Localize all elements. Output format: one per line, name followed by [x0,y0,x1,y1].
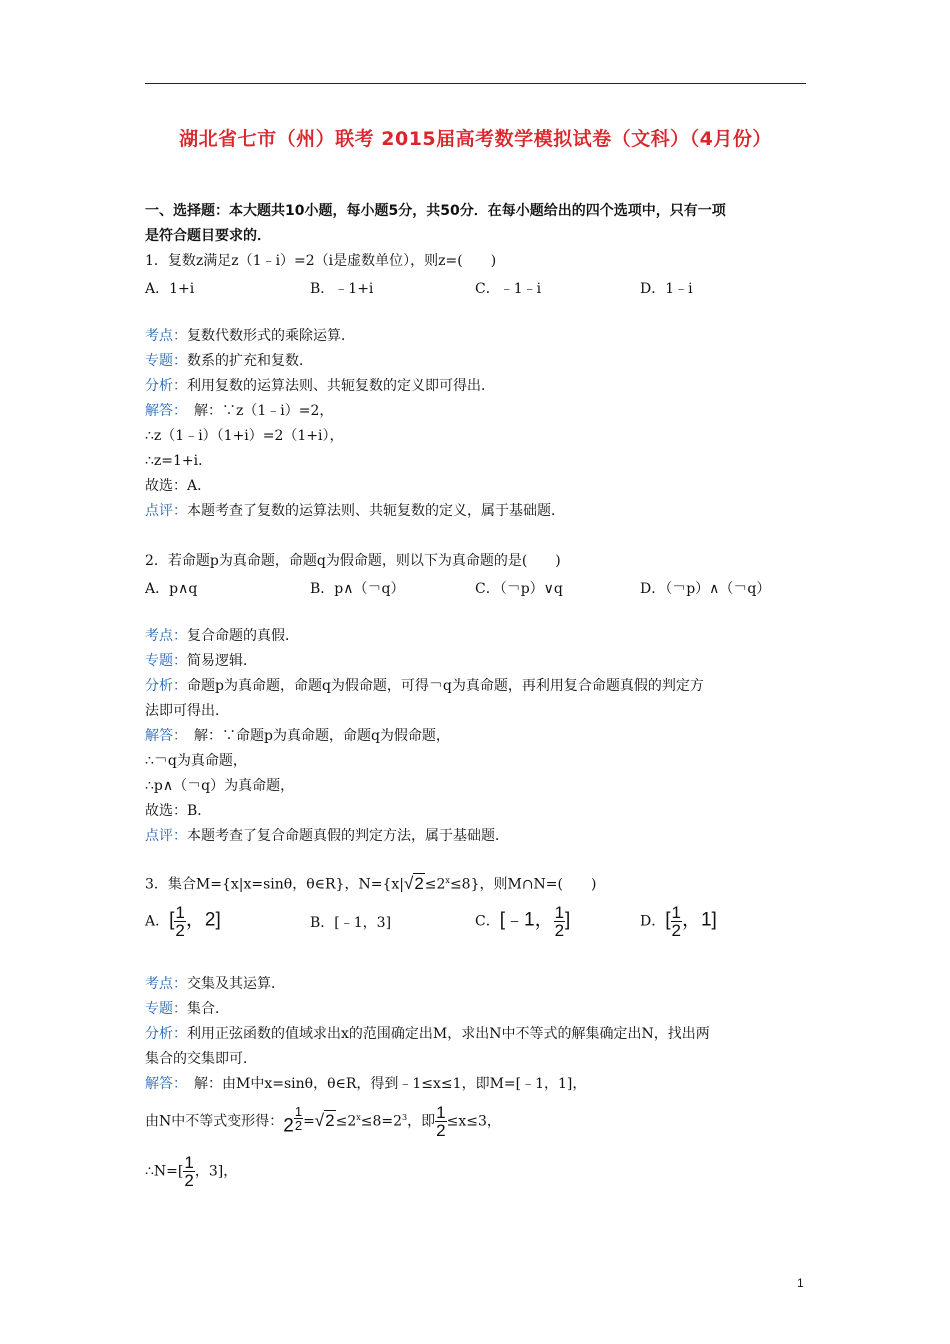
q2-stem: 2．若命题p为真命题，命题q为假命题，则以下为真命题的是( ) [145,553,561,569]
header-rule [145,83,806,84]
q2-option-d: D．（￢p）∧（￢q） [640,581,771,597]
q3-fenxi-text: 利用正弦函数的值域求出x的范围确定出M，求出N中不等式的解集确定出N，找出两 [187,1026,710,1042]
q2-option-a: A．p∧q [145,581,198,597]
q2-option-b: B．p∧（￢q） [310,581,405,597]
fraction [671,904,682,939]
fraction [174,904,185,939]
q1-step-1: ∴z（1﹣i）（1+i）=2（1+i）， [145,428,344,444]
q3-step-intro: 由N中不等式变形得： [145,1113,284,1130]
q2-kaodian [145,628,299,644]
q3-option-a-label: A． [145,913,170,930]
kaodian-label: 考点： [145,628,187,644]
q2-step-3: 故选：B． [145,803,212,819]
sqrt-symbol: √2 [314,1110,335,1130]
exponent-3: 3 [402,1113,408,1122]
q3-kaodian [145,976,285,992]
q1-option-a: A．1+i [145,281,195,297]
denominator: 2 [554,921,565,940]
connector: ，即 [407,1113,436,1130]
q3-option-a-end: ，2] [185,909,221,931]
q1-dianping-text: 本题考查了复数的运算法则、共轭复数的定义，属于基础题． [187,503,565,519]
q1-option-c: C．﹣1﹣i [475,281,542,297]
q1-kaodian-text: 复数代数形式的乘除运算． [187,328,355,344]
kaodian-label: 考点： [145,328,187,344]
q3-stem-exponent: x [445,876,450,885]
n-start: ∴N=[ [145,1163,184,1180]
fenxi-label: 分析： [145,378,187,394]
kaodian-label: 考点： [145,976,187,992]
q3-sqrt-radicand: 2 [414,873,424,893]
q2-kaodian-text: 复合命题的真假． [187,628,299,644]
fenxi-label: 分析： [145,678,187,694]
fenxi-label: 分析： [145,1026,187,1042]
q2-dianping [145,828,509,844]
q1-fenxi-text: 利用复数的运算法则、共轭复数的定义即可得出． [187,378,495,394]
power-base: 2 [283,1115,294,1137]
q3-jieda-text: 解：由M中x=sinθ，θ∈R，得到﹣1≤x≤1，即M=[﹣1，1]， [180,1076,587,1092]
n-end: ，3]， [194,1163,238,1180]
q3-option-d-label: D． [640,913,666,930]
q3-option-c-start: [﹣1， [499,909,554,931]
q3-option-a [145,904,221,939]
q3-kaodian-text: 交集及其运算． [187,976,285,992]
exponent-x: x [356,1113,361,1122]
q3-jieda [145,1076,586,1092]
q3-option-c-label: C． [475,913,500,930]
q2-dianping-text: 本题考查了复合命题真假的判定方法，属于基础题． [187,828,509,844]
q1-zhuanti-text: 数系的扩充和复数． [187,353,313,369]
q1-jieda [145,403,333,419]
q2-zhuanti [145,653,257,669]
denominator: 2 [671,921,681,940]
document-title: 湖北省七市（州）联考 2015届高考数学模拟试卷（文科）（4月份） [179,128,772,150]
q1-dianping [145,503,565,519]
dianping-label: 点评： [145,503,187,519]
jieda-label: 解答： [145,1076,180,1092]
q2-step-2: ∴p∧（￢q）为真命题， [145,778,295,794]
q1-kaodian [145,328,355,344]
q1-option-b: B．﹣1+i [310,281,374,297]
q3-stem-start: 3．集合M={x|x=sinθ，θ∈R}，N={x| [145,876,404,893]
q1-zhuanti [145,353,313,369]
q2-fenxi-cont: 法即可得出． [145,703,229,719]
q2-option-c: C．（￢p）∨q [475,581,563,597]
q3-zhuanti-text: 集合． [187,1001,229,1017]
q1-step-2: ∴z=1+i． [145,453,213,469]
numerator: 1 [671,903,681,922]
q3-stem [145,873,596,893]
numerator: 1 [294,1103,303,1119]
inequality: ≤2 [335,1113,357,1130]
q3-step-n-result [145,1154,237,1189]
denominator: 2 [175,921,185,940]
section-heading-line1: 一、选择题：本大题共10小题，每小题5分，共50分．在每小题给出的四个选项中，只有一项 [145,203,726,219]
q3-option-d [640,904,717,939]
zhuanti-label: 专题： [145,653,187,669]
q1-fenxi [145,378,495,394]
q3-fenxi [145,1026,710,1042]
numerator: 1 [436,1103,446,1123]
fraction [183,1154,194,1189]
result-range: ≤x≤3， [446,1113,501,1130]
radicand: 2 [325,1110,335,1130]
zhuanti-label: 专题： [145,1001,187,1017]
q3-stem-end: ≤8}，则M∩N=( ) [449,876,597,893]
q3-zhuanti [145,1001,229,1017]
numerator: 1 [554,903,565,922]
q2-fenxi-text: 命题p为真命题，命题q为假命题，可得￢q为真命题，再利用复合命题真假的判定方 [187,678,704,694]
numerator: 1 [184,1153,194,1172]
left-bracket: [ [665,909,671,931]
q2-zhuanti-text: 简易逻辑． [187,653,257,669]
jieda-label: 解答： [145,728,180,744]
q3-stem-mid: ≤2 [424,876,446,893]
right-bracket: ] [565,909,571,931]
inequality-2: ≤8=2 [360,1113,403,1130]
fraction [554,904,565,939]
left-bracket: [ [169,909,175,931]
fraction [435,1104,446,1139]
dianping-label: 点评： [145,828,187,844]
q1-jieda-text: 解：∵z（1﹣i）=2， [180,403,334,419]
equals-sign: = [303,1113,315,1130]
denominator: 2 [294,1117,303,1133]
exponent-fraction [294,1105,303,1132]
q1-stem: 1．复数z满足z（1﹣i）=2（i是虚数单位），则z=( ) [145,253,497,269]
q1-option-d: D．1﹣i [640,281,693,297]
q3-fenxi-cont: 集合的交集即可． [145,1051,257,1067]
page-number: 1 [797,1276,804,1290]
q1-step-3: 故选：A． [145,478,212,494]
denominator: 2 [184,1171,194,1190]
q2-jieda [145,728,450,744]
q2-jieda-text: 解：∵命题p为真命题，命题q为假命题， [180,728,450,744]
q3-option-b: B．[﹣1，3] [310,915,392,931]
q3-option-d-end: ，1] [681,909,717,931]
numerator: 1 [175,903,185,922]
section-heading-line2: 是符合题目要求的． [145,228,271,244]
q2-step-1: ∴￢q为真命题， [145,753,247,769]
q2-fenxi [145,678,704,694]
denominator: 2 [436,1121,446,1141]
q3-step-n-transform [145,1104,501,1141]
jieda-label: 解答： [145,403,180,419]
sqrt-symbol: √2 [403,873,424,893]
zhuanti-label: 专题： [145,353,187,369]
q3-option-c [475,904,570,939]
